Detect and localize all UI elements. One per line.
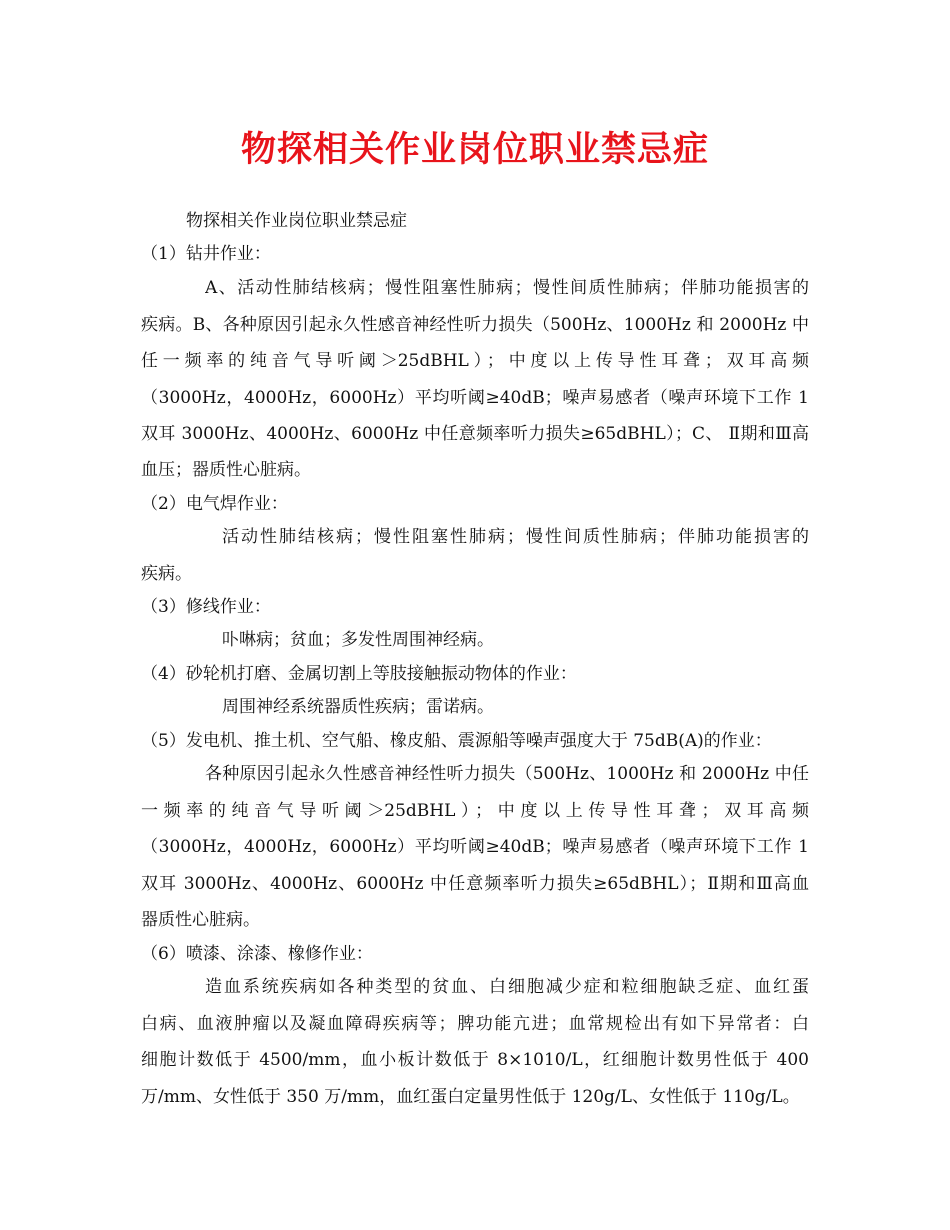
body-line: 血压；器质性心脏病。 [141,460,311,480]
body-line: 双耳 3000Hz、4000Hz、6000Hz 中任意频率听力损失≥65dBHL）；C、 Ⅱ期和Ⅲ高 [141,424,809,444]
body-line: 活动性肺结核病；慢性阻塞性肺病；慢性间质性肺病；伴肺功能损害的 [222,527,809,547]
body-line: 白病、血液肿瘤以及凝血障碍疾病等；脾功能亢进；血常规检出有如下异常者：白 [141,1014,809,1034]
body-line: （3000Hz，4000Hz，6000Hz）平均听阈≥40dB；噪声易感者（噪声环境下工作 1 [141,837,809,857]
body-line: 万/mm、女性低于 350 万/mm，血红蛋白定量男性低于 120g/L、女性低于 110g/L。 [141,1087,800,1107]
body-line: 造血系统疾病如各种类型的贫血、白细胞减少症和粒细胞缺乏症、血红蛋 [205,977,809,997]
section-5-heading: （5）发电机、推土机、空气船、橡皮船、震源船等噪声强度大于 75dB(A)的作业： [141,731,772,751]
section-4-heading: （4）砂轮机打磨、金属切割上等肢接触振动物体的作业： [141,664,577,684]
body-line: 疾病。B、各种原因引起永久性感音神经性听力损失（500Hz、1000Hz 和 2000Hz 中 [141,315,809,335]
body-line: 卟啉病；贫血；多发性周围神经病。 [222,630,494,650]
section-6-heading: （6）喷漆、涂漆、橡修作业： [141,944,373,964]
subtitle-line: 物探相关作业岗位职业禁忌症 [186,211,407,231]
body-line: 双耳 3000Hz、4000Hz、6000Hz 中任意频率听力损失≥65dBHL）；Ⅱ期和Ⅲ高血 [141,874,809,894]
section-2-heading: （2）电气焊作业： [141,494,288,514]
body-line: 各种原因引起永久性感音神经性听力损失（500Hz、1000Hz 和 2000Hz 中任 [205,764,809,784]
document-title: 物探相关作业岗位职业禁忌症 [240,130,709,170]
body-line: 细胞计数低于 4500/mm，血小板计数低于 8×1010/L，红细胞计数男性低于 400 [141,1050,809,1070]
section-1-heading: （1）钻井作业： [141,244,271,264]
body-line: 一频率的纯音气导听阈＞25dBHL）；中度以上传导性耳聋；双耳高频 [141,801,809,821]
body-line: 疾病。 [141,564,192,584]
body-line: A、活动性肺结核病；慢性阻塞性肺病；慢性间质性肺病；伴肺功能损害的 [205,278,809,298]
body-line: （3000Hz，4000Hz，6000Hz）平均听阈≥40dB；噪声易感者（噪声环境下工作 1 [141,388,809,408]
body-line: 器质性心脏病。 [141,910,260,930]
body-line: 周围神经系统器质性疾病；雷诺病。 [222,697,494,717]
section-3-heading: （3）修线作业： [141,597,271,617]
body-line: 任一频率的纯音气导听阈＞25dBHL）；中度以上传导性耳聋；双耳高频 [141,351,809,371]
